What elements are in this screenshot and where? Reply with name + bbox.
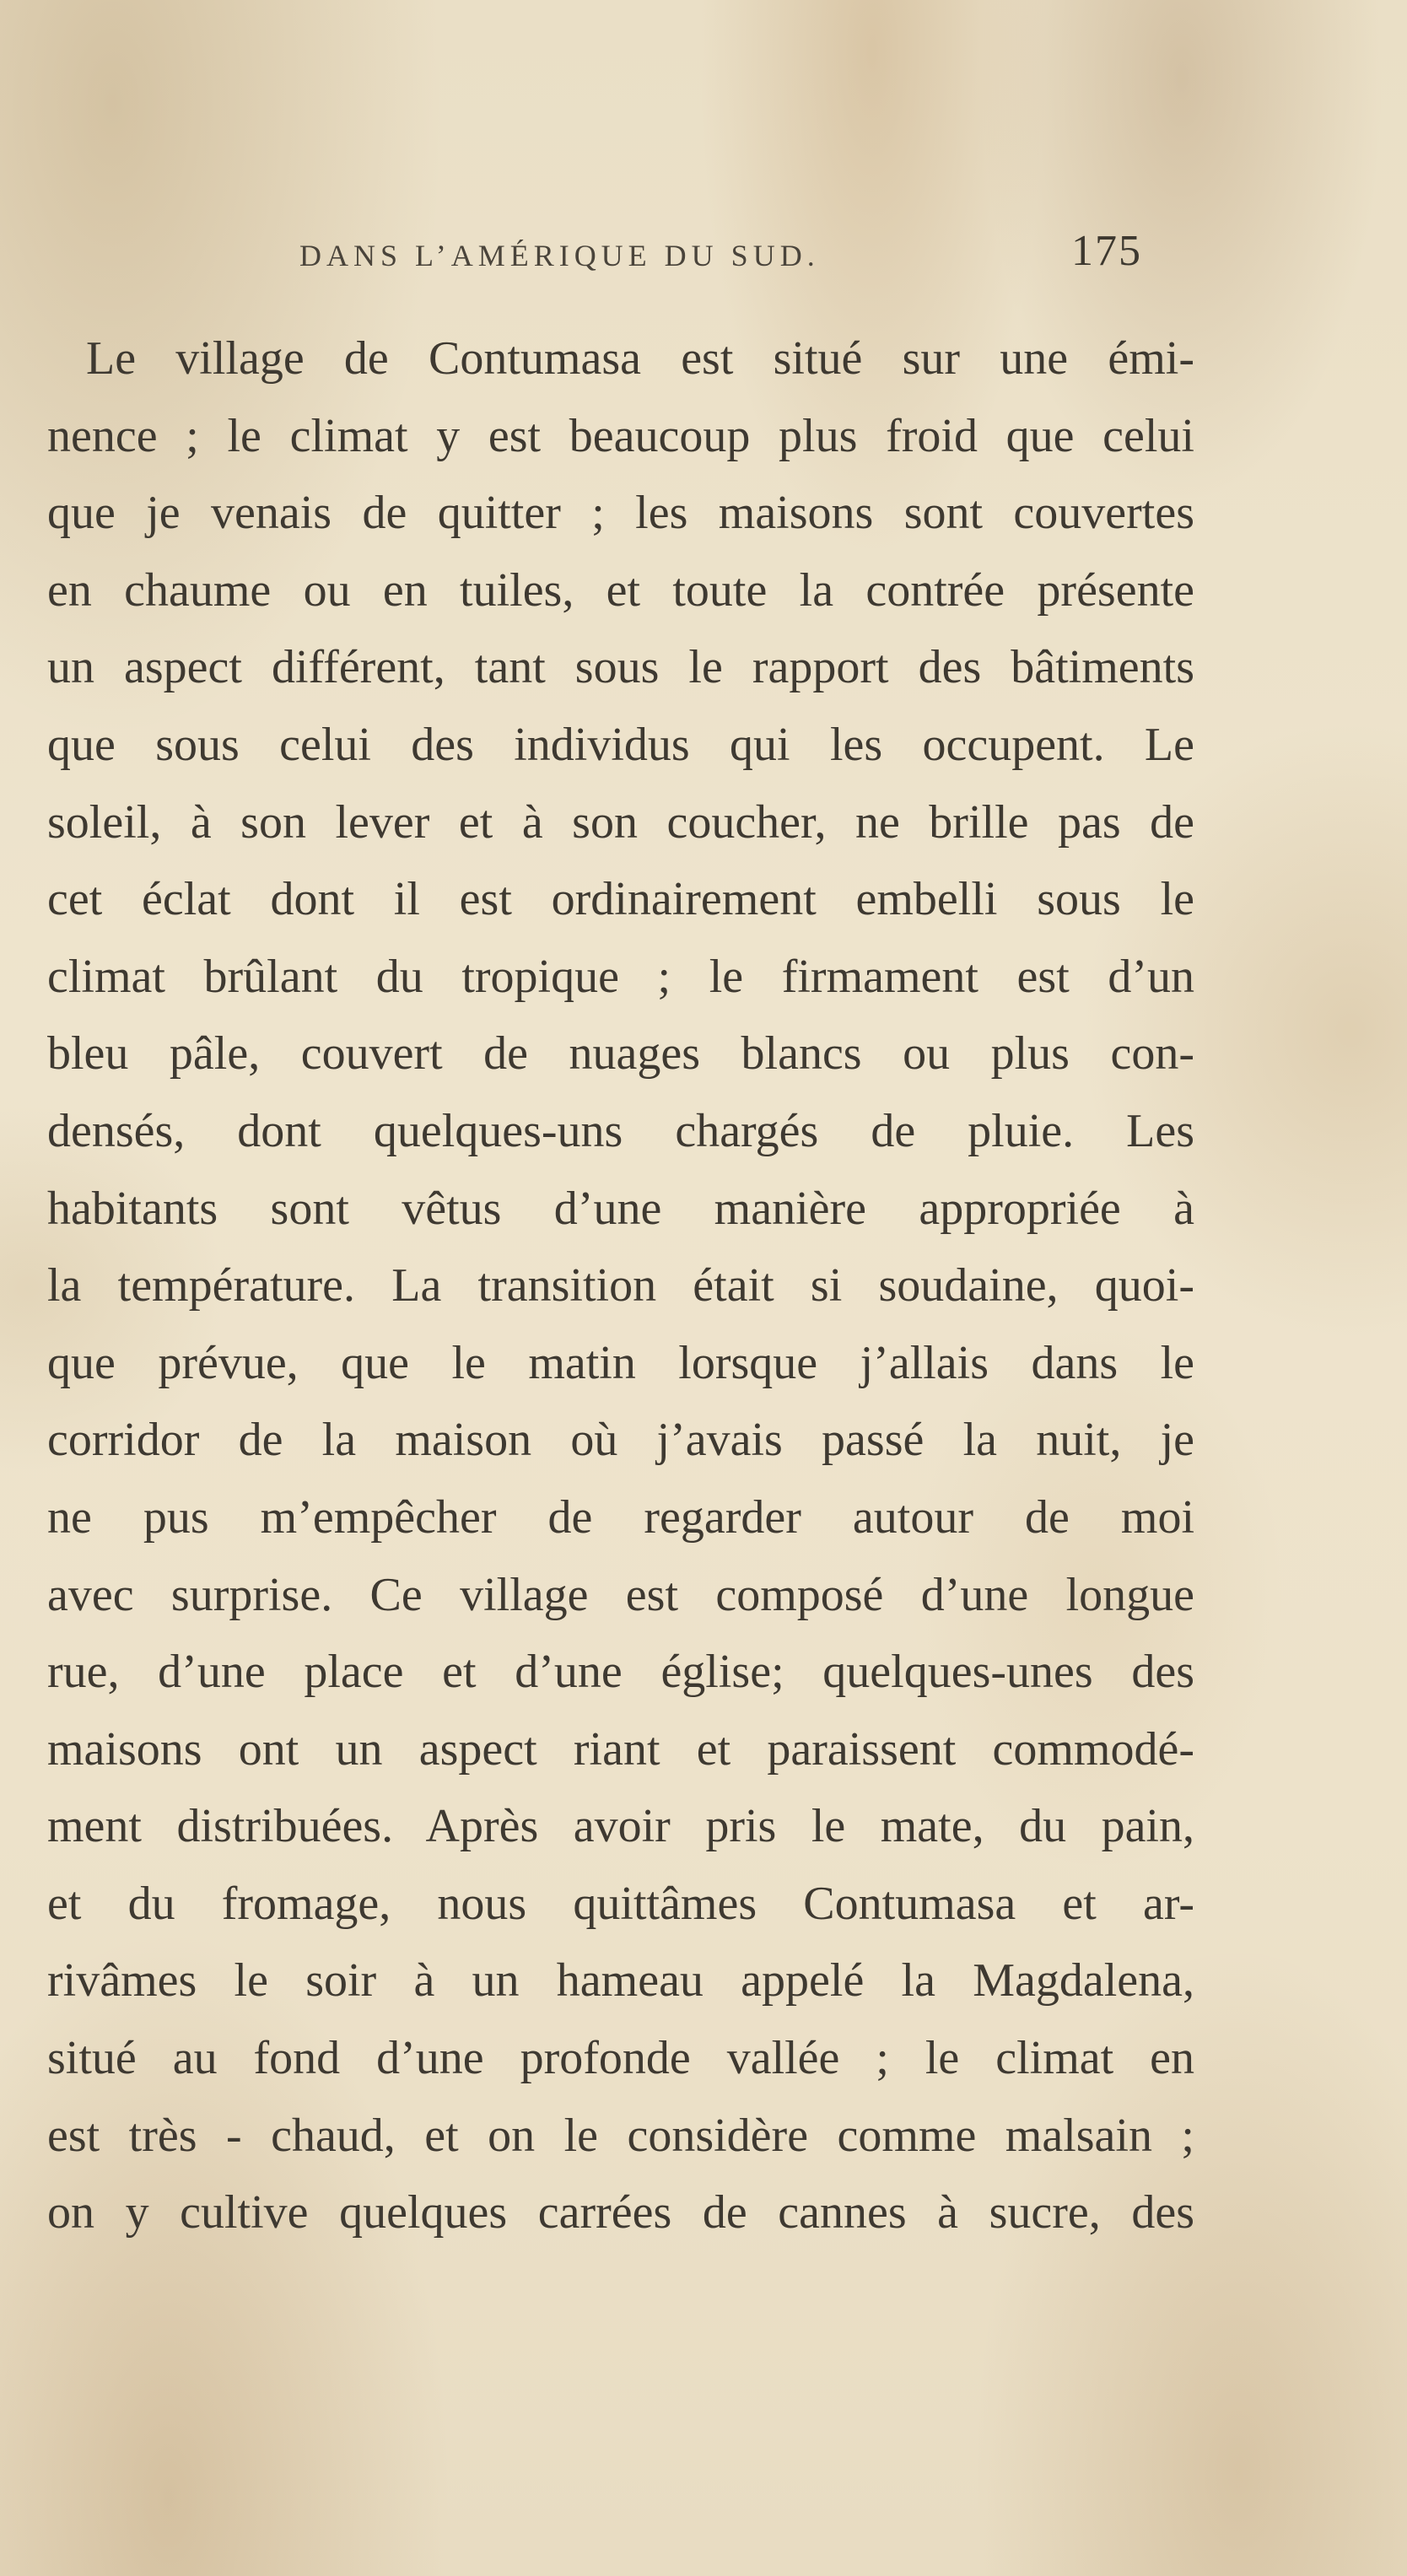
text-line: que prévue, que le matin lorsque j’allais dans le (47, 1336, 1194, 1389)
text-line: habitants sont vêtus d’une manière appropriée à (47, 1182, 1194, 1235)
text-line: densés, dont quelques-uns chargés de pluie. Les (47, 1104, 1194, 1157)
body-text (47, 321, 1194, 2252)
text-line: corridor de la maison où j’avais passé la nuit, je (47, 1414, 1194, 1467)
running-title: DANS L’AMÉRIQUE DU SUD. (299, 239, 820, 272)
text-line: Le village de Contumasa est situé sur une émi- (86, 332, 1194, 385)
text-line: climat brûlant du tropique ; le firmament est d’un (47, 950, 1194, 1003)
text-line: avec surprise. Ce village est composé d’une longue (47, 1568, 1194, 1621)
text-line: bleu pâle, couvert de nuages blancs ou plus con- (47, 1027, 1194, 1081)
text-line: on y cultive quelques carrées de cannes à sucre, des (47, 2186, 1194, 2239)
text-line: situé au fond d’une profonde vallée ; le climat en (47, 2032, 1194, 2085)
page-number: 175 (1071, 227, 1142, 275)
text-line: soleil, à son lever et à son coucher, ne brille pas de (47, 795, 1194, 849)
text-line: que sous celui des individus qui les occupent. Le (47, 718, 1194, 771)
text-line: cet éclat dont il est ordinairement embelli sous le (47, 873, 1194, 926)
text-line: nence ; le climat y est beaucoup plus froid que celui (47, 409, 1194, 462)
text-line: la température. La transition était si soudaine, quoi- (47, 1259, 1194, 1312)
text-line: ne pus m’empêcher de regarder autour de moi (47, 1490, 1194, 1544)
text-line: rivâmes le soir à un hameau appelé la Magdalena, (47, 1954, 1194, 2007)
text-line: que je venais de quitter ; les maisons sont couvertes (47, 487, 1194, 540)
text-line: rue, d’une place et d’une église; quelques-unes des (47, 1646, 1194, 1699)
text-line: est très - chaud, et on le considère comme malsain ; (47, 2109, 1194, 2162)
text-line: en chaume ou en tuiles, et toute la contrée présente (47, 563, 1194, 617)
text-line: et du fromage, nous quittâmes Contumasa et ar- (47, 1877, 1194, 1930)
text-line: ment distribuées. Après avoir pris le mate, du pain, (47, 1800, 1194, 1853)
text-line: un aspect différent, tant sous le rapport des bâtiments (47, 641, 1194, 694)
text-line: maisons ont un aspect riant et paraissent commodé- (47, 1722, 1194, 1776)
